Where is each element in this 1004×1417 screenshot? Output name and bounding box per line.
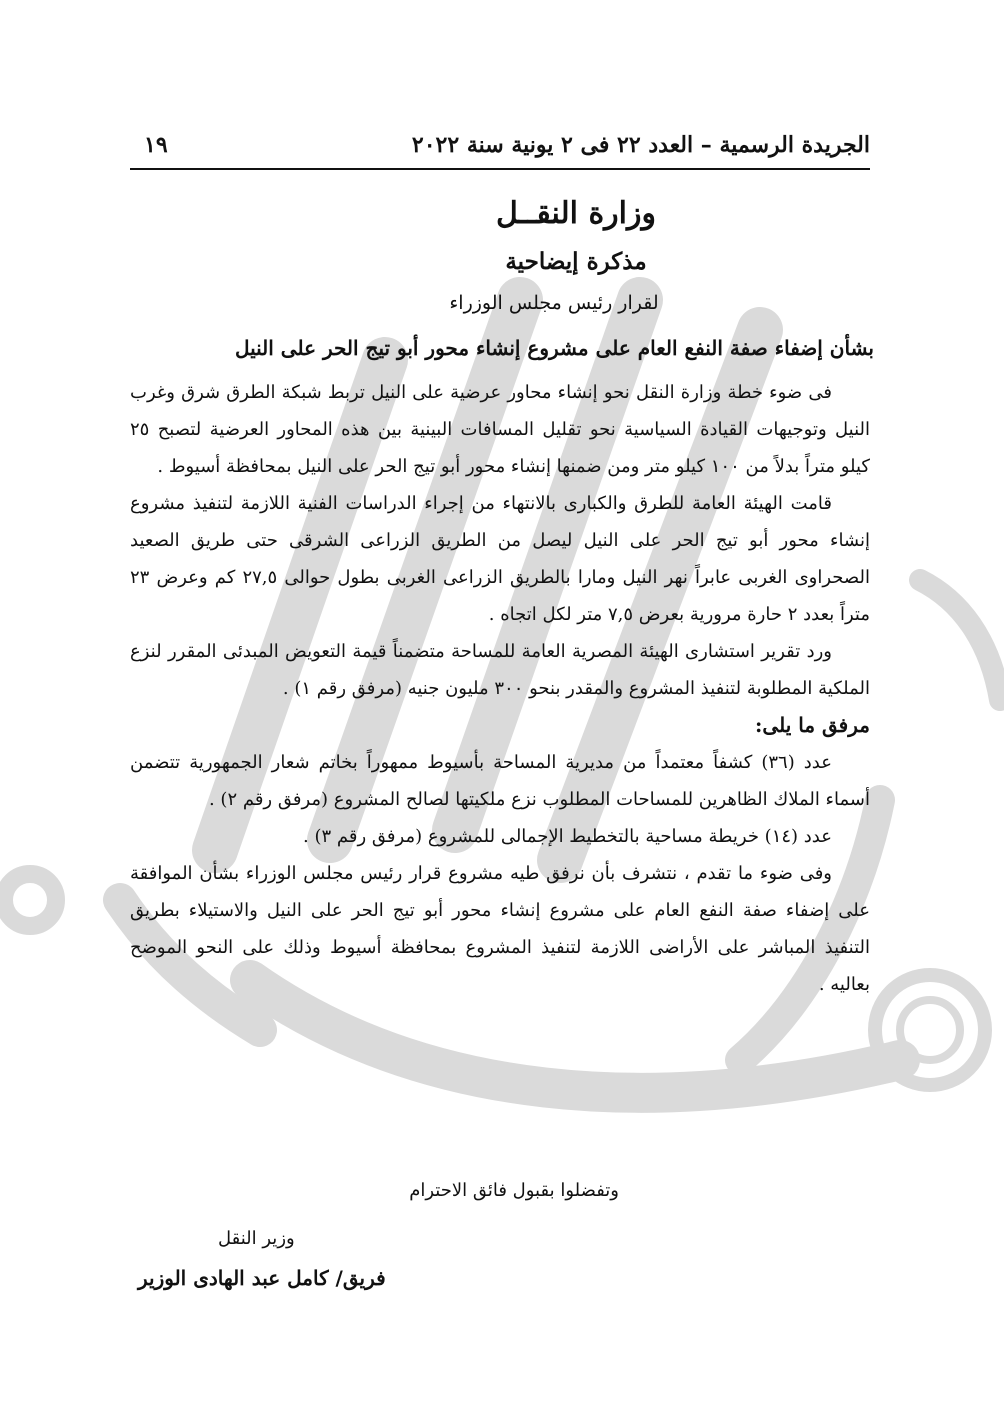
paragraph-1: فى ضوء خطة وزارة النقل نحو إنشاء محاور عرضية على النيل تربط شبكة الطرق شرق وغرب النيل وتوجيهات القيادة السياسية نحو تقليل المسافات البينية بين هذه المحاور العرضية لتصبح ٢٥ كيلو متراً بدلاً من ١٠٠ كيلو متر ومن ضمنها إنشاء محور أبو تيج الحر على النيل بمحافظة أسيوط .	[130, 382, 870, 477]
paragraph-3: ورد تقرير استشارى الهيئة المصرية العامة للمساحة متضمناً قيمة التعويض المبدئى المقرر لنزع الملكية المطلوبة لتنفيذ المشروع والمقدر بنحو ٣٠٠ مليون جنيه (مرفق رقم ١) .	[130, 641, 870, 699]
attachment-2: عدد (١٤) خريطة مساحية بالتخطيط الإجمالى للمشروع (مرفق رقم ٣) .	[303, 826, 832, 847]
attachment-1: عدد (٣٦) كشفاً معتمداً من مديرية المساحة بأسيوط ممهوراً بخاتم شعار الجمهورية تتضمن أسماء الملاك الظاهرين للمساحات المطلوب نزع ملكيتها لصالح المشروع (مرفق رقم ٢) .	[130, 752, 870, 810]
paragraph-2: قامت الهيئة العامة للطرق والكبارى بالانتهاء من إجراء الدراسات الفنية اللازمة لتنفيذ مشروع إنشاء محور أبو تيج الحر على النيل ليصل من الطريق الزراعى الشرقى حتى طريق الصعيد الصحراوى الغربى عابراً نهر النيل ومارا بالطريق الزراعى الغربى بطول حوالى ٢٧,٥ كم وعرض ٢٣ متراً بعدد ٢ حارة مرورية بعرض ٧,٥ متر لكل اتجاه .	[130, 493, 871, 625]
closing-line: وتفضلوا بقبول فائق الاحترام	[409, 1180, 619, 1201]
for-decree-line: لقرار رئيس مجلس الوزراء	[449, 292, 659, 314]
gazette-header	[130, 128, 870, 170]
signer-title: وزير النقل	[218, 1228, 295, 1249]
conclusion-paragraph: وفى ضوء ما تقدم ، نتشرف بأن نرفق طيه مشروع قرار رئيس مجلس الوزراء بشأن الموافقة على إضفاء صفة النفع العام على مشروع إنشاء محور أبو تيج الحر على النيل والاستيلاء بطريق التنفيذ المباشر على الأراضى اللازمة لتنفيذ المشروع بمحافظة أسيوط وذلك على النحو الموضح بعاليه .	[130, 863, 870, 995]
ministry-name: وزارة النقــل	[496, 196, 656, 231]
subject-line: بشأن إضفاء صفة النفع العام على مشروع إنشاء محور أبو تيج الحر على النيل	[234, 336, 874, 360]
signer-name: فريق/ كامل عبد الهادى الوزير	[138, 1266, 386, 1290]
memo-title: مذكرة إيضاحية	[505, 248, 647, 275]
gazette-title: الجريدة الرسمية – العدد ٢٢ فى ٢ يونية سنة ٢٠٢٢	[411, 132, 870, 158]
memo-body	[130, 374, 870, 1003]
attachments-heading: مرفق ما يلى:	[755, 713, 870, 737]
page-number: ١٩	[144, 132, 168, 158]
